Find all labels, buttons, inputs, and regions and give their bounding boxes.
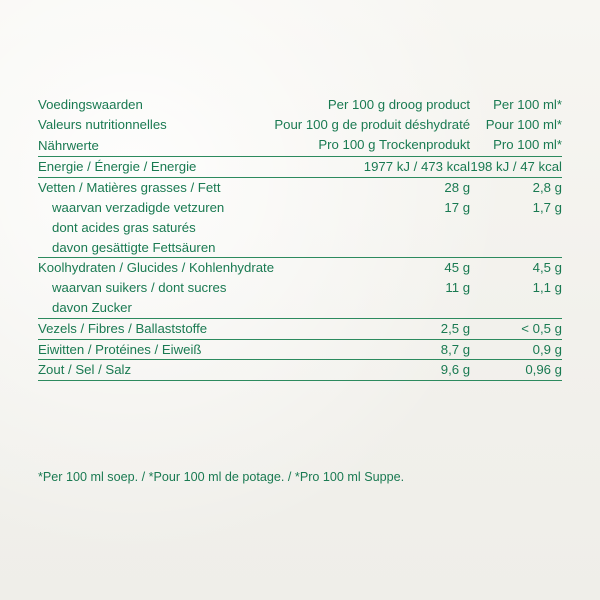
row-col2-cell (470, 360, 562, 380)
row-label-cell (38, 360, 274, 380)
row-label-lines (38, 319, 274, 339)
table-row (38, 258, 562, 317)
header-col2-cell (470, 95, 562, 156)
row-col2-line: 2,8 g (532, 180, 562, 196)
row-col1-line: 9,6 g (440, 362, 471, 378)
row-label-cell (38, 340, 274, 360)
divider-line (38, 380, 562, 381)
row-col1-cell (274, 178, 470, 257)
nutrition-table-body (38, 95, 562, 381)
row-label-line: Koolhydraten / Glucides / Kohlenhydrate (38, 260, 275, 276)
row-col2-cell (470, 178, 562, 257)
row-col2-subline: 1,1 g (532, 280, 562, 296)
row-label-cell (38, 258, 274, 317)
row-sublabel-line: davon Zucker (52, 299, 132, 315)
row-label-line: Zout / Sel / Salz (38, 362, 132, 378)
row-col1-cell (274, 157, 470, 177)
row-col1-cell (274, 258, 470, 317)
header-col2-line-nl: Per 100 ml* (493, 97, 562, 112)
table-row (38, 360, 562, 380)
row-label-lines (38, 360, 274, 380)
row-col1-line: 2,5 g (440, 320, 471, 336)
row-label-cell (38, 157, 274, 177)
row-col1-line: 45 g (444, 260, 471, 276)
header-label-line-fr: Valeurs nutritionnelles (38, 117, 167, 133)
row-label-line: Energie / Énergie / Energie (38, 159, 197, 175)
row-col1-cell (274, 360, 470, 380)
row-col2-lines (470, 157, 562, 177)
footnote: *Per 100 ml soep. / *Pour 100 ml de potage. / *Pro 100 ml Suppe. (38, 470, 405, 484)
row-col2-cell (470, 258, 562, 317)
header-col1-line-de: Pro 100 g Trockenprodukt (318, 137, 471, 153)
row-col2-line: 4,5 g (532, 260, 562, 276)
divider-cell (38, 380, 562, 381)
table-row (38, 340, 562, 360)
row-col1-cell (274, 340, 470, 360)
header-label-line-de: Nährwerte (38, 137, 99, 153)
table-row (38, 319, 562, 339)
row-col2-lines (470, 340, 562, 360)
header-col2-lines (470, 95, 562, 155)
row-col2-line: 198 kJ / 47 kcal (470, 159, 562, 175)
row-col1-lines (274, 178, 470, 218)
row-col2-line: < 0,5 g (521, 320, 562, 336)
divider-row (38, 380, 562, 381)
header-col2-line-fr: Pour 100 ml* (485, 117, 562, 133)
row-label-cell (38, 178, 274, 257)
header-col1-line-nl: Per 100 g droog product (327, 97, 471, 112)
row-col1-subline: 17 g (444, 199, 471, 215)
row-label-lines (38, 258, 274, 317)
row-sublabel-line: waarvan verzadigde vetzuren (52, 199, 225, 215)
row-label-lines (38, 178, 274, 257)
row-label-line: Vezels / Fibres / Ballaststoffe (38, 320, 208, 336)
table-header-row (38, 95, 562, 156)
header-label-cell (38, 95, 274, 156)
row-label-line: Eiwitten / Protéines / Eiweiß (38, 341, 202, 357)
table-row (38, 157, 562, 177)
row-col2-cell (470, 157, 562, 177)
header-col2-line-de: Pro 100 ml* (493, 137, 562, 153)
row-col2-lines (470, 178, 562, 218)
row-sublabel-line: dont acides gras saturés (52, 219, 196, 235)
header-col1-line-fr: Pour 100 g de produit déshydraté (274, 117, 471, 133)
row-col1-lines (274, 157, 470, 177)
row-col1-subline: 11 g (445, 280, 471, 296)
nutrition-table (38, 95, 562, 381)
row-label-cell (38, 319, 274, 339)
row-col1-line: 1977 kJ / 473 kcal (363, 159, 471, 175)
header-label-lines (38, 95, 274, 156)
row-col1-line: 8,7 g (440, 341, 471, 357)
row-col1-line: 28 g (444, 180, 471, 196)
row-col2-lines (470, 258, 562, 298)
row-col2-line: 0,96 g (525, 362, 562, 378)
row-col2-cell (470, 340, 562, 360)
row-col1-lines (274, 258, 470, 298)
row-label-lines (38, 157, 274, 177)
row-col2-lines (470, 319, 562, 339)
row-col2-lines (470, 360, 562, 380)
row-col2-line: 0,9 g (532, 341, 562, 357)
header-col1-lines (274, 95, 470, 155)
row-sublabel-line: waarvan suikers / dont sucres (52, 280, 227, 296)
table-row (38, 178, 562, 257)
row-col2-cell (470, 319, 562, 339)
nutrition-table-wrapper (38, 95, 562, 381)
row-col1-cell (274, 319, 470, 339)
row-label-line: Vetten / Matières grasses / Fett (38, 180, 221, 196)
row-col1-lines (274, 319, 470, 339)
header-label-line-nl: Voedingswaarden (38, 97, 143, 112)
row-col2-subline: 1,7 g (532, 199, 562, 215)
row-sublabel-line: davon gesättigte Fettsäuren (52, 239, 216, 255)
header-col1-cell (274, 95, 470, 156)
row-col1-lines (274, 360, 470, 380)
row-label-lines (38, 340, 274, 360)
row-col1-lines (274, 340, 470, 360)
